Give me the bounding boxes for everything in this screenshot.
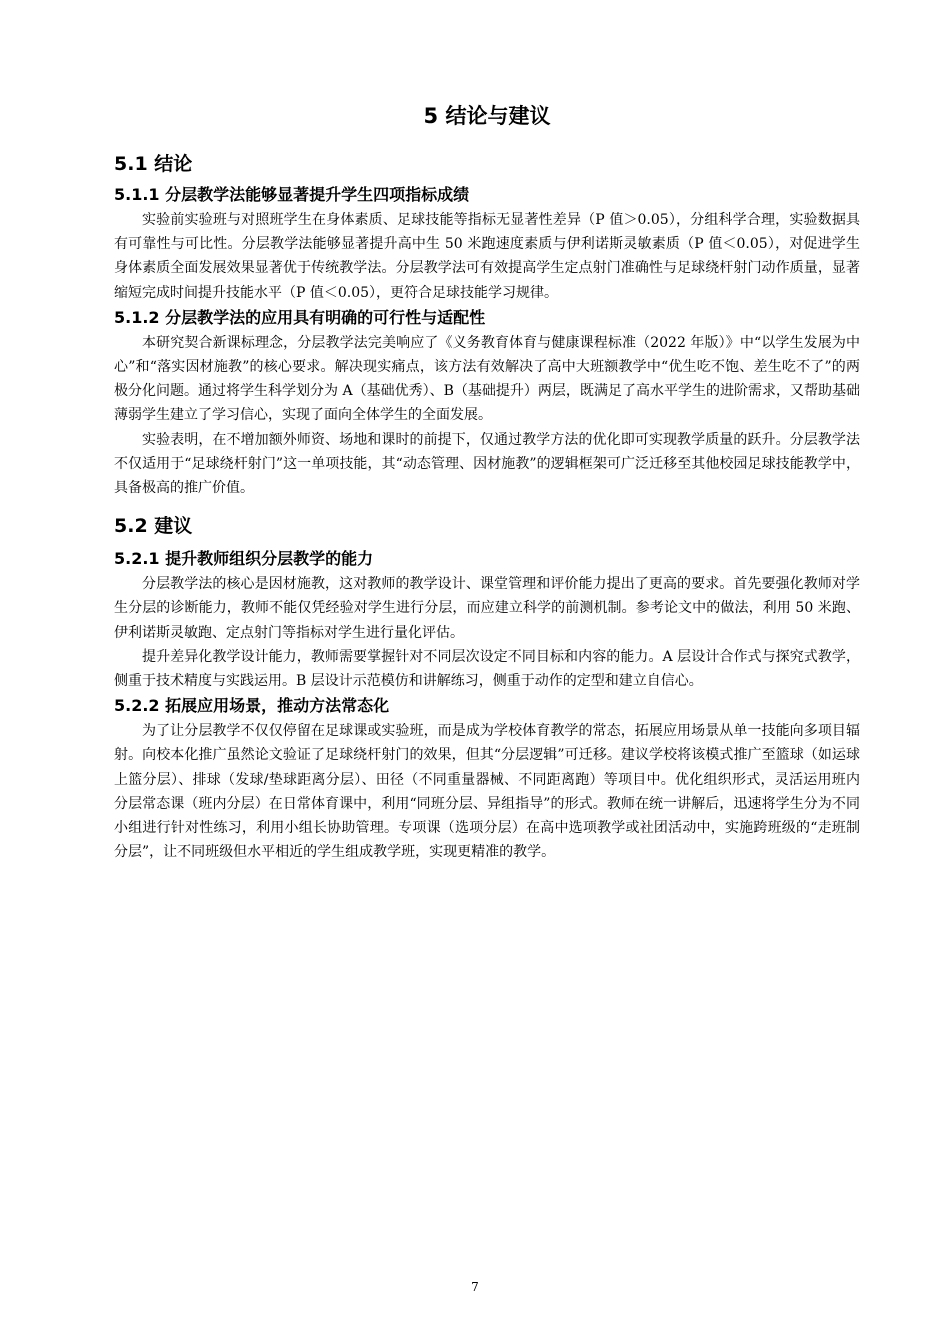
subsection-heading-5-2-2: 5.2.2 拓展应用场景，推动方法常态化 [114,696,390,716]
subsection-heading-5-1-2: 5.1.2 分层教学法的应用具有明确的可行性与适配性 [114,307,486,327]
paragraph: 实验表明，在不增加额外师资、场地和课时的前提下，仅通过教学方法的优化即可实现教学质量的跃升。分层教学法不仅适用于“足球绕杆射门”这一单项技能，其“动态管理、因材施教”的逻辑框架可广泛迁移至其他校园足球技能教学中，具备极高的推广价值。 [114,431,860,497]
paragraph: 分层教学法的核心是因材施教，这对教师的教学设计、课堂管理和评价能力提出了更高的要求。首先要强化教师对学生分层的诊断能力，教师不能仅凭经验对学生进行分层，而应建立科学的前测机制。参考论文中的做法，利用 50 米跑、伊利诺斯灵敏跑、定点射门等指标对学生进行量化评估。 [114,576,860,641]
page-number: 7 [471,1280,479,1294]
subsection-heading-5-1-1: 5.1.1 分层教学法能够显著提升学生四项指标成绩 [114,185,470,204]
section-heading-5-1: 5.1 结论 [114,153,193,175]
document-page [114,100,860,864]
paragraph: 实验前实验班与对照班学生在身体素质、足球技能等指标无显著性差异（P 值＞0.05），分组科学合理，实验数据具有可靠性与可比性。分层教学法能够显著提升高中生 50 米跑速度素质与伊利诺斯灵敏素质（P 值＜0.05），对促进学生身体素质全面发展效果显著优于传统教学法。分层教学法可有效提高学生定点射门准确性与足球绕杆射门动作质量，显著缩短完成时间提升技能水平（P 值＜0.05），更符合足球技能学习规律。 [114,212,860,301]
section-heading-5-2: 5.2 建议 [114,515,193,538]
subsection-heading-5-2-1: 5.2.1 提升教师组织分层教学的能力 [114,549,374,569]
paragraph: 本研究契合新课标理念，分层教学法完美响应了《义务教育体育与健康课程标准（2022 年版）》中“以学生发展为中心”和“落实因材施教”的核心要求。解决现实痛点，该方法有效解决了高中大班额教学中“优生吃不饱、差生吃不了”的两极分化问题。通过将学生科学划分为 A（基础优秀）、B（基础提升）两层，既满足了高水平学生的进阶需求，又帮助基础薄弱学生建立了学习信心，实现了面向全体学生的全面发展。 [114,334,860,424]
paragraph: 为了让分层教学不仅仅停留在足球课或实验班，而是成为学校体育教学的常态，拓展应用场景从单一技能向多项目辐射。向校本化推广虽然论文验证了足球绕杆射门的效果，但其“分层逻辑”可迁移。建议学校将该模式推广至篮球（如运球上篮分层）、排球（发球/垫球距离分层）、田径（不同重量器械、不同距离跑）等项目中。优化组织形式，灵活运用班内分层常态课（班内分层）在日常体育课中，利用“同班分层、异组指导”的形式。教师在统一讲解后，迅速将学生分为不同小组进行针对性练习，利用小组长协助管理。专项课（选项分层）在高中选项教学或社团活动中，实施跨班级的“走班制分层”，让不同班级但水平相近的学生组成教学班，实现更精准的教学。 [114,723,860,861]
chapter-title: 5 结论与建议 [423,104,551,128]
paragraph: 提升差异化教学设计能力，教师需要掌握针对不同层次设定不同目标和内容的能力。A 层设计合作式与探究式教学，侧重于技术精度与实践运用。B 层设计示范模仿和讲解练习，侧重于动作的定型和建立自信心。 [114,648,860,690]
